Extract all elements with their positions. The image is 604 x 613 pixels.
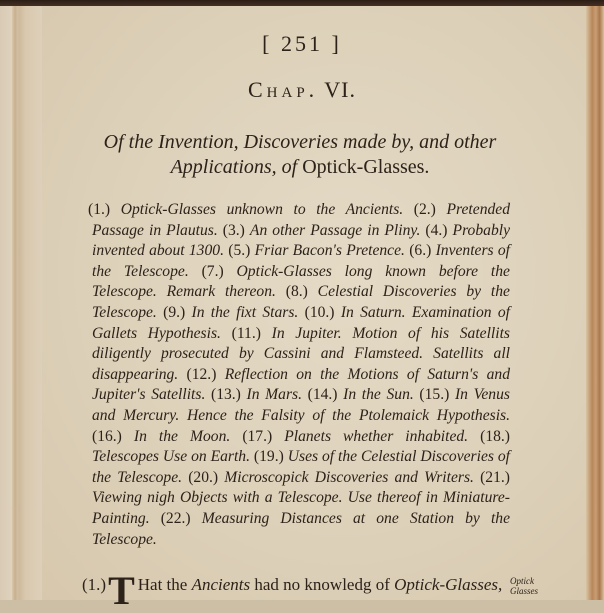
summary-item: (11.) In Jupiter. Motion of his Satellits diligently prosecuted by Cassini and Flamsteed. Satellits all disappearing.: [92, 324, 510, 383]
summary-item: (9.) In the fixt Stars.: [163, 303, 299, 321]
chapter-number: VI.: [324, 77, 356, 102]
summary-item: (21.) Viewing nigh Objects with a Telescope. Use thereof in Miniature-Painting.: [92, 468, 510, 527]
summary-item: (22.) Measuring Distances at one Station by the Telescope.: [92, 509, 510, 548]
summary-item: (18.) Telescopes Use on Earth.: [92, 427, 511, 466]
summary-item: (8.) Celestial Discoveries by the Telescope.: [92, 283, 510, 321]
summary-item: (12.) Reflection on the Motions of Saturn's and Jupiter's Satellits.: [92, 365, 511, 404]
chapter-summary: [88, 200, 511, 550]
chapter-title-line1: Of the Invention, Discoveries made by, and other: [103, 131, 497, 153]
summary-item: (6.) Inventers of the Telescope.: [92, 242, 510, 280]
summary-item: (2.) Pretended Passage in Plautus.: [92, 201, 511, 239]
summary-item: (4.) Probably invented about 1300.: [92, 221, 511, 260]
drop-cap: T: [108, 568, 135, 613]
body-paragraph-start: (1.)T Hat the Ancients had no knowledg of Optick-Glasses,: [82, 568, 503, 613]
summary-item: (7.) Optick-Glasses long known before the Telescope. Remark thereon.: [92, 262, 510, 301]
summary-item: (19.) Uses of the Celestial Discoveries of the Telescope.: [92, 448, 510, 486]
summary-item: (14.) In the Sun.: [307, 386, 414, 404]
chapter-heading: [0, 77, 604, 103]
summary-item: (3.) An other Passage in Pliny.: [222, 221, 421, 239]
margin-note: Optick Glasses: [510, 576, 539, 596]
chapter-title-line2-italic: Applications, of: [170, 156, 298, 178]
page-number: [ 251 ]: [262, 31, 342, 56]
summary-item: (20.) Microscopick Discoveries and Writers.: [188, 468, 474, 486]
chapter-title-line2-roman: Optick-Glasses.: [302, 156, 430, 178]
summary-item: (10.) In Saturn. Examination of Gallets Hypothesis.: [92, 303, 510, 342]
summary-item: (15.) In Venus and Mercury. Hence the Falsity of the Ptolemaick Hypothesis.: [92, 386, 510, 424]
summary-item: (1.) Optick-Glasses unknown to the Ancients.: [88, 201, 404, 218]
summary-item: (5.) Friar Bacon's Pretence.: [228, 242, 405, 260]
summary-item: (17.) Planets whether inhabited.: [242, 427, 469, 445]
section-number: (1.): [82, 575, 107, 594]
summary-item: (16.) In the Moon.: [92, 427, 231, 445]
summary-item: (13.) In Mars.: [211, 386, 302, 404]
chapter-title: [60, 130, 540, 180]
chapter-label: Chap.: [247, 77, 319, 102]
